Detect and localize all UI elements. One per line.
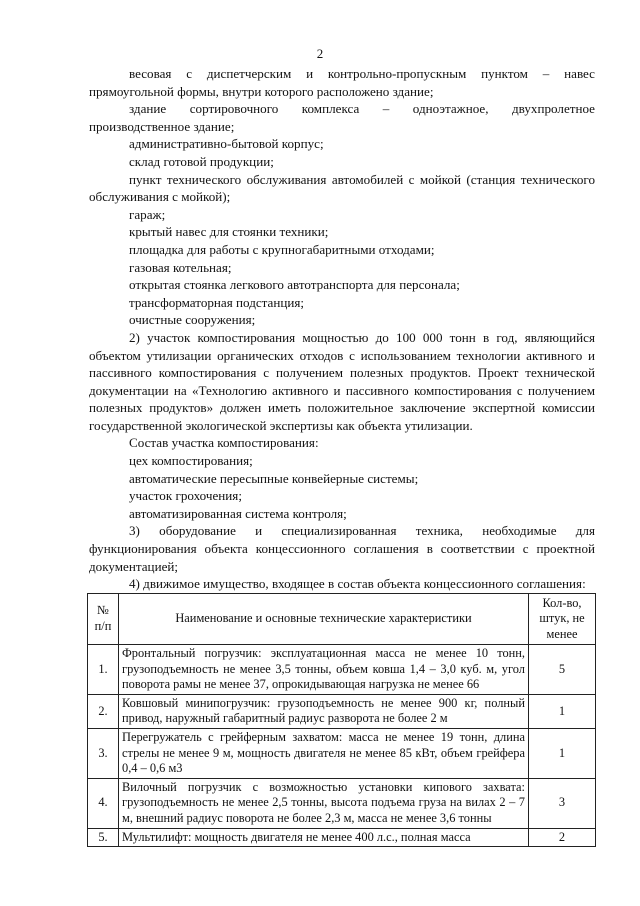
paragraph-admin-building: административно-бытовой корпус;	[129, 136, 324, 152]
paragraph-weighbridge: весовая с диспетчерским и контрольно-пропускным пунктом – навес прямоугольной формы, внутри которого расположено здание;	[89, 66, 595, 99]
paragraph-sorting-complex: здание сортировочного комплекса – одноэтажное, двухпролетное производственное здание;	[89, 101, 595, 134]
row-num: 2.	[88, 694, 119, 728]
paragraph-service-station: пункт технического обслуживания автомобилей с мойкой (станция технического обслуживания с мойкой);	[89, 171, 595, 205]
row-qty: 1	[529, 694, 596, 728]
header-name: Наименование и основные технические характеристики	[119, 594, 529, 645]
table-row	[88, 778, 596, 828]
row-desc: Ковшовый минипогрузчик: грузоподъемность не менее 900 кг, полный привод, наружный габаритный радиус разворота не более 2 м	[119, 694, 529, 728]
paragraph-composting-site: 2) участок компостирования мощностью до 100 000 тонн в год, являющийся объектом утилизации органических отходов с использованием технологии активного и пассивного компостирования с получением полезных продуктов. Проект технической документации на «Технологию активного и пассивного компостирования с получением полезных продуктов» должен иметь положительное заключение экспертной комиссии государственной экологической экспертизы как объекта утилизации.	[89, 329, 595, 433]
row-qty: 1	[529, 728, 596, 778]
row-num: 5.	[88, 828, 119, 847]
table-header-row	[88, 594, 596, 645]
paragraph-composting-shop: цех компостирования;	[129, 453, 253, 469]
table-row	[88, 728, 596, 778]
paragraph-transformer: трансформаторная подстанция;	[129, 294, 305, 310]
row-desc: Перегружатель с грейферным захватом: масса не менее 19 тонн, длина стрелы не менее 9 м, мощность двигателя не менее 85 кВт, объем грейфера 0,4 – 0,6 м3	[119, 728, 529, 778]
table-row	[88, 694, 596, 728]
equipment-table	[87, 593, 596, 847]
paragraph-garage: гараж;	[129, 206, 166, 222]
paragraph-control-system: автоматизированная система контроля;	[129, 505, 347, 521]
paragraph-equipment: 3) оборудование и специализированная техника, необходимые для функционирования объекта концессионного соглашения в соответствии с проектной документацией;	[89, 523, 595, 574]
paragraph-conveyor-systems: автоматические пересыпные конвейерные системы;	[129, 470, 419, 486]
paragraph-warehouse: склад готовой продукции;	[129, 153, 274, 169]
header-qty: Кол-во, штук, не менее	[529, 594, 596, 645]
row-desc: Вилочный погрузчик с возможностью установки кипового захвата: грузоподъемность не менее 2,5 тонны, высота подъема груза на вилах 2 – 7 м, внешний радиус поворота не более 2,3 м, масса не менее 3,6 тонны	[119, 778, 529, 828]
row-qty: 2	[529, 828, 596, 847]
row-qty: 5	[529, 645, 596, 695]
row-desc: Фронтальный погрузчик: эксплуатационная масса не менее 10 тонн, грузоподъемность не менее 3,5 тонны, объем ковша 1,4 – 3,0 куб. м, угол поворота рамы не менее 37, опрокидывающая нагрузка не менее 66	[119, 645, 529, 695]
row-desc: Мультилифт: мощность двигателя не менее 400 л.с., полная масса	[119, 828, 529, 847]
paragraph-parking: открытая стоянка легкового автотранспорта для персонала;	[129, 277, 460, 293]
paragraph-bulky-waste-site: площадка для работы с крупногабаритными отходами;	[129, 241, 435, 257]
paragraph-composting-composition: Состав участка компостирования:	[129, 435, 319, 451]
document-body	[89, 65, 595, 593]
row-num: 3.	[88, 728, 119, 778]
row-num: 4.	[88, 778, 119, 828]
paragraph-canopy: крытый навес для стоянки техники;	[129, 224, 329, 240]
row-qty: 3	[529, 778, 596, 828]
paragraph-screening: участок грохочения;	[129, 488, 242, 504]
row-num: 1.	[88, 645, 119, 695]
paragraph-treatment-facilities: очистные сооружения;	[129, 312, 256, 328]
header-num: № п/п	[88, 594, 119, 645]
table-row	[88, 828, 596, 847]
page-number: 2	[316, 46, 324, 61]
paragraph-movable-property: 4) движимое имущество, входящее в состав объекта концессионного соглашения:	[129, 576, 586, 592]
paragraph-boiler: газовая котельная;	[129, 259, 232, 275]
table-row	[88, 645, 596, 695]
